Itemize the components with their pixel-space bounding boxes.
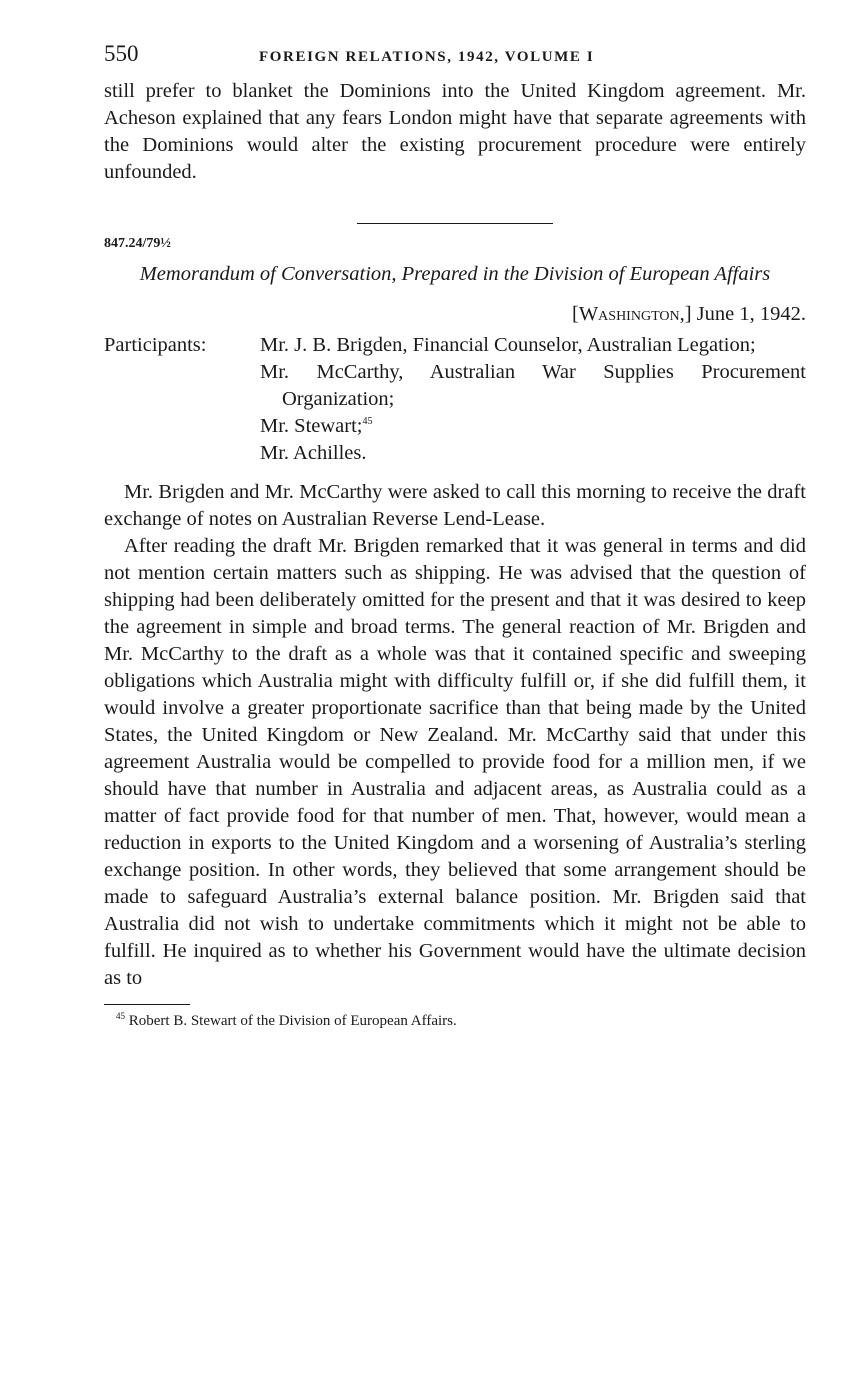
running-head xyxy=(104,38,806,78)
body-paragraph: Mr. Brigden and Mr. McCarthy were asked to call this morning to receive the draft exchange of notes on Australian Reverse Lend-Lease. xyxy=(104,481,806,530)
body-paragraph: After reading the draft Mr. Brigden remarked that it was general in terms and did not mention certain matters such as shipping. He was advised that the question of shipping had been deliberately omitted for the present and that it was desired to keep the agreement in simple and broad terms. The general reaction of Mr. Brigden and Mr. McCarthy to the draft as a whole was that it contained specific and sweeping obligations which Australia might with difficulty fulfill or, if she did fulfill them, it would involve a greater proportionate sacrifice than that being made by the United States, the United Kingdom or New Zealand. Mr. McCarthy said that under this agreement Australia would be compelled to provide food for a million men, if we should have that number in Australia and adjacent areas, as Australia could as a matter of fact provide food for that number of men. That, however, would mean a reduction in exports to the United Kingdom and a worsening of Australia’s sterling exchange position. In other words, they believed that some arrangement should be made to safeguard Australia’s external balance position. Mr. Brigden said that Australia did not wish to undertake commitments which it might not be able to fulfill. He inquired as to whether his Government would have the ultimate decision as to xyxy=(104,535,806,989)
document-title: Memorandum of Conversation, Prepared in the Division of European Affairs xyxy=(139,263,771,285)
running-title: FOREIGN RELATIONS, 1942, VOLUME I xyxy=(259,49,595,65)
participants-label: Participants: xyxy=(104,334,207,356)
page-number: 550 xyxy=(104,41,139,66)
dateline-date: June 1, 1942. xyxy=(696,303,806,325)
participant-item xyxy=(260,413,806,440)
document-page xyxy=(104,38,806,1031)
participant-text: Mr. Achilles. xyxy=(260,442,367,464)
participant-text: Mr. Stewart; xyxy=(260,415,363,437)
participant-item xyxy=(260,359,806,413)
footnote-reference: 45 xyxy=(362,416,373,427)
continuation-paragraph: still prefer to blanket the Dominions into the United Kingdom agreement. Mr. Acheson explained that any fears London might have that separate agreements with the Dominions would alter the existing procurement procedure were entirely unfounded. xyxy=(104,80,806,183)
section-divider xyxy=(357,223,553,224)
footnote-text: Robert B. Stewart of the Division of European Affairs. xyxy=(128,1013,457,1029)
footnote-divider xyxy=(104,1004,190,1005)
participant-item xyxy=(260,332,806,359)
participants-block xyxy=(104,332,806,467)
participant-text: Mr. J. B. Brigden, Financial Counselor, Australian Legation; xyxy=(260,334,756,356)
dateline-place: [Washington,] xyxy=(572,303,692,325)
participants-list xyxy=(260,332,806,467)
footnote-mark: 45 xyxy=(116,1011,125,1021)
dateline xyxy=(104,301,806,328)
footnote xyxy=(104,1011,806,1031)
file-number: 847.24/79½ xyxy=(104,236,171,251)
participant-text: Mr. McCarthy, Australian War Supplies Procurement Organization; xyxy=(260,361,806,410)
participant-item xyxy=(260,440,806,467)
